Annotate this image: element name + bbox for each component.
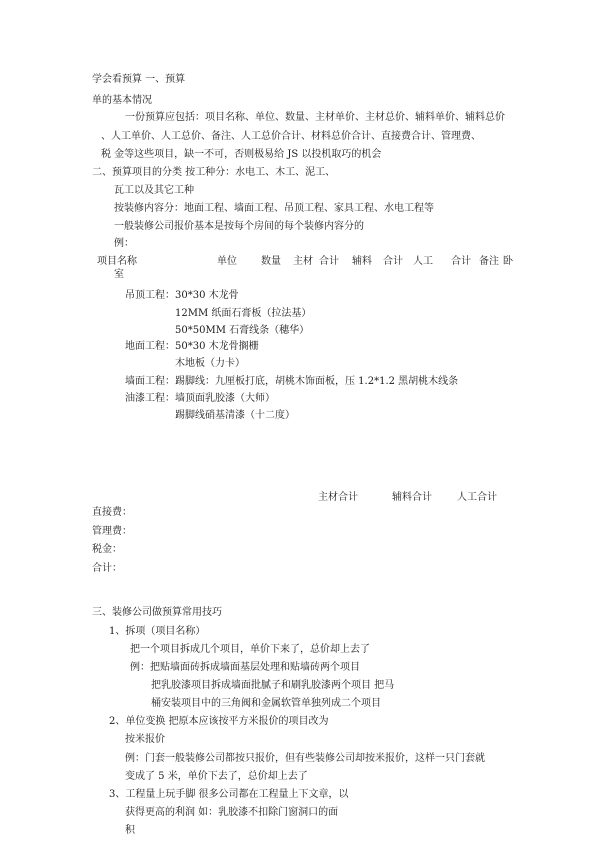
col-header: 单位 [217,256,237,267]
item-detail: 踢脚线：九厘板打底，胡桃木饰面板，压 1.2*1.2 黑胡桃木线条 [175,376,459,387]
section2-heading: 二、预算项目的分类 按工种分：水电工、木工、泥工、 [92,167,336,178]
section1-heading: 单的基本情况 [92,95,152,106]
item-detail: 墙顶面乳胶漆（大师） [175,393,275,404]
tip2-title: 2、单位变换 把原本应该按平方米报价的项目改为 [109,716,329,727]
col-header: 主材 [293,256,313,267]
item-label: 地面工程： [125,341,175,352]
section2-line: 按装修内容分：地面工程、墙面工程、吊顶工程、家具工程、水电工程等 [114,203,434,214]
totals-col-header: 人工合计 [457,492,497,503]
col-header: 合计 [451,256,471,267]
doc-title: 学会看预算 一、预算 [92,74,186,85]
totals-header [0,488,600,502]
item-detail: 30*30 木龙骨 [175,290,239,301]
col-header: 合计 [319,256,339,267]
col-header-wrap: 室 [114,269,124,280]
tip3-line: 积 [125,825,135,836]
totals-row-label: 合计： [92,563,122,574]
section3-heading: 三、装修公司做预算常用技巧 [92,607,222,618]
col-header: 合计 [383,256,403,267]
tip2-line: 按米报价 [125,734,165,745]
item-detail: 12MM 纸面石膏板（拉法基） [175,308,312,319]
item-detail: 踢脚线硝基清漆（十二度） [175,410,295,421]
totals-col-header: 主材合计 [318,492,358,503]
totals-col-header: 辅料合计 [392,492,432,503]
item-label: 墙面工程： [125,376,175,387]
item-table-header [0,252,600,266]
tip1-example: 例：把贴墙面砖拆成墙面基层处理和贴墙砖两个项目 [130,662,360,673]
tip1-line: 把一个项目拆成几个项目，单价下来了，总价却上去了 [130,644,370,655]
totals-row-label: 管理费： [92,526,132,537]
item-detail: 50*30 木龙骨搁栅 [175,341,259,352]
item-label: 吊顶工程： [125,290,175,301]
col-header: 辅料 [352,256,372,267]
tip1-example-line: 把乳胶漆项目拆成墙面批腻子和刷乳胶漆两个项目 把马 [151,680,395,691]
col-header: 卧 [503,256,513,267]
section2-line: 瓦工以及其它工种 [114,185,194,196]
tip1-title: 1、拆项（项目名称） [109,626,206,637]
example-label: 例： [114,238,134,249]
col-header: 备注 [479,256,499,267]
item-detail: 木地板（力卡） [175,358,245,369]
tip3-line: 获得更高的利润 如：乳胶漆不扣除门窗洞口的面 [125,807,339,818]
item-detail: 50*50MM 石膏线条（穗华） [175,325,310,336]
tip3-title: 3、工程量上玩手脚 很多公司都在工程量上下文章，以 [109,789,349,800]
tip1-example-line: 桶安装项目中的三角阀和金属软管单独列成二个项目 [151,698,381,709]
section1-para-line: 一份预算应包括：项目名称、单位、数量、主材单价、主材总价、辅料单价、辅料总价 [125,112,505,123]
col-header: 人工 [413,256,433,267]
tip2-line: 例：门套一般装修公司都按只报价，但有些装修公司却按米报价，这样一只门套就 [125,753,485,764]
totals-row-label: 直接费： [92,507,132,518]
item-label: 油漆工程： [125,393,175,404]
section1-para-line: 、人工单价、人工总价、备注、人工总价合计、材料总价合计、直接费合计、管理费、 [101,131,481,142]
tip2-line: 变成了 5 米，单价下去了，总价却上去了 [125,771,308,782]
col-header: 数量 [261,256,281,267]
section2-line: 一般装修公司报价基本是按每个房间的每个装修内容分的 [114,221,364,232]
totals-row-label: 税金： [92,544,122,555]
col-header: 项目名称 [97,256,137,267]
section1-para-line: 税 金等这些项目，缺一不可，否则极易给 JS 以投机取巧的机会 [101,149,382,160]
